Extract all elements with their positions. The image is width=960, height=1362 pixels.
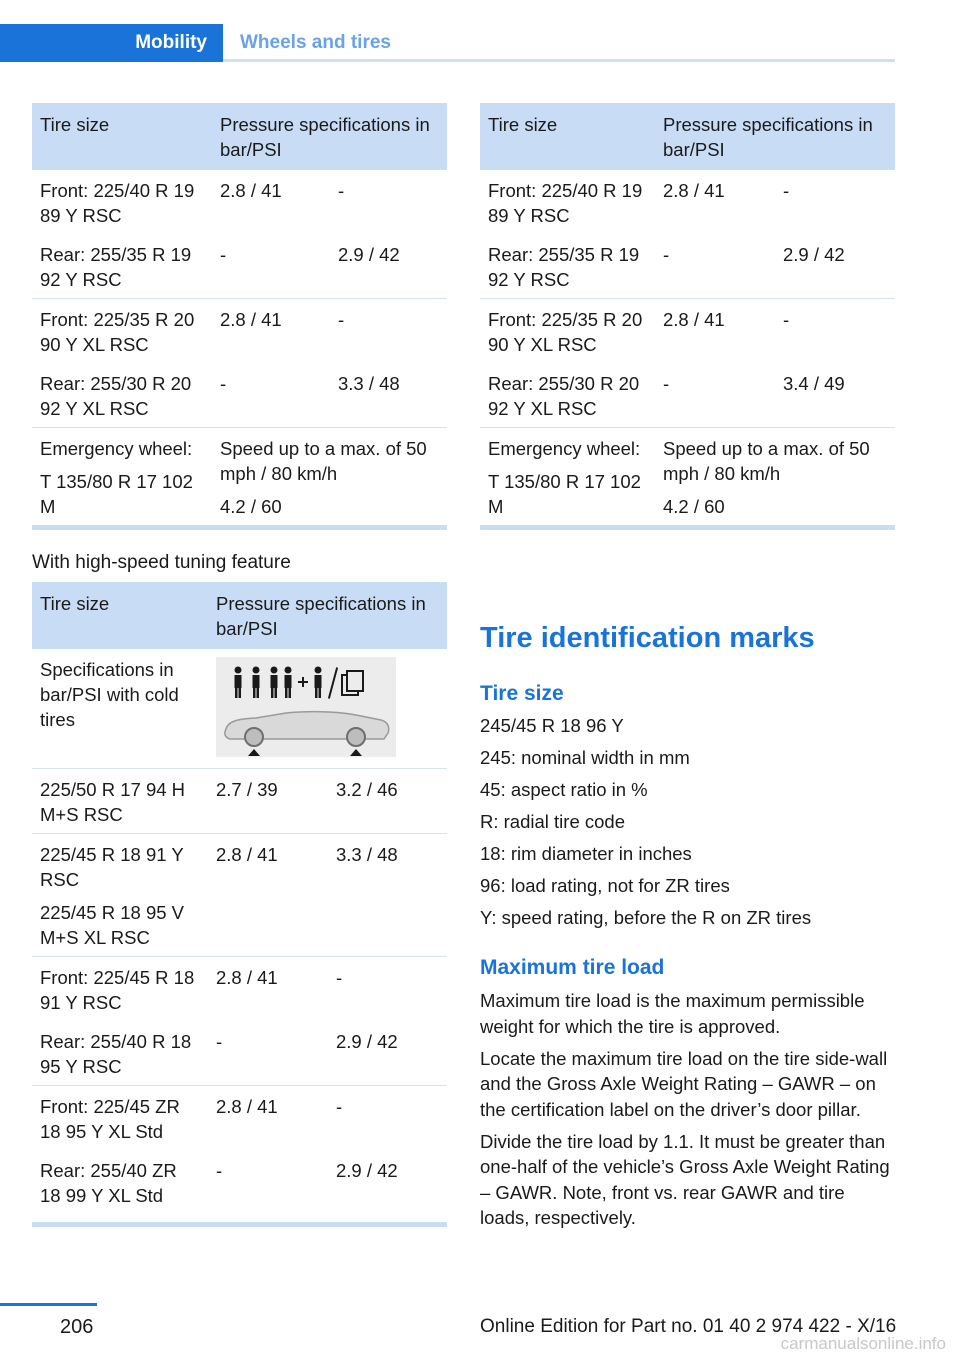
table-row bbox=[480, 234, 895, 299]
table-row bbox=[32, 170, 447, 234]
table-row bbox=[32, 769, 447, 834]
max-load-text bbox=[480, 988, 898, 1237]
pressure-cell: - bbox=[208, 1021, 328, 1086]
emergency-pressure: 4.2 / 60 bbox=[663, 496, 725, 517]
table-row bbox=[480, 170, 895, 234]
tab-wheels-and-tires[interactable]: Wheels and tires bbox=[240, 32, 391, 53]
table-row bbox=[480, 363, 895, 428]
tire-size-cell: Front: 225/40 R 19 89 Y RSC bbox=[488, 180, 643, 226]
pressure-cell: 2.9 / 42 bbox=[336, 1160, 398, 1181]
tire-size-cell: Rear: 255/35 R 19 92 Y RSC bbox=[480, 234, 655, 299]
pressure-cell: - bbox=[216, 1160, 223, 1181]
tire-size-cell: Rear: 255/35 R 19 92 Y RSC bbox=[32, 234, 212, 299]
tire-size-line: Y: speed rating, before the R on ZR tires bbox=[480, 907, 812, 928]
page-number: 206 bbox=[60, 1316, 94, 1338]
pressure-cell: 2.8 / 41 bbox=[216, 967, 278, 988]
pressure-cell: 2.8 / 41 bbox=[216, 1096, 278, 1117]
tire-size-cell: Rear: 255/40 R 18 95 Y RSC bbox=[32, 1021, 208, 1086]
footer-accent-line bbox=[0, 1303, 97, 1306]
table-bottom-bar bbox=[480, 525, 895, 530]
cold-tires-label: Specifications in bar/PSI with cold tires bbox=[32, 649, 208, 769]
table-bottom-bar bbox=[32, 525, 447, 530]
tire-size-line: R: radial tire code bbox=[480, 811, 625, 832]
emergency-spec-cell bbox=[655, 428, 895, 526]
vehicle-load-pictogram-icon bbox=[216, 657, 396, 757]
pressure-cell: - bbox=[212, 234, 330, 299]
tire-size-line: 96: load rating, not for ZR tires bbox=[480, 875, 730, 896]
header-divider bbox=[223, 59, 895, 62]
watermark: carmanualsonline.info bbox=[780, 1334, 946, 1353]
max-load-heading: Maximum tire load bbox=[480, 956, 665, 979]
pressure-cell: 3.2 / 46 bbox=[328, 769, 447, 834]
tire-size-cell: 225/50 R 17 94 H M+S RSC bbox=[32, 769, 208, 834]
emergency-label: Emergency wheel: bbox=[488, 438, 641, 459]
edition-text: Online Edition for Part no. 01 40 2 974 422 - X/16 bbox=[480, 1316, 897, 1337]
pressure-cell: - bbox=[783, 180, 790, 201]
pressure-cell: 3.4 / 49 bbox=[775, 363, 895, 428]
pressure-cell: 2.7 / 39 bbox=[208, 769, 328, 834]
pressure-table-high-speed bbox=[32, 582, 447, 1227]
table-row-load-pictogram bbox=[32, 649, 447, 769]
header-pressure: Pressure specifications in bar/PSI bbox=[655, 103, 895, 170]
max-load-paragraph: Locate the maximum tire load on the tire side‐wall and the Gross Axle Weight Rating – GAWR – on the certification label on the driver’s door pillar. bbox=[480, 1047, 888, 1120]
pressure-cell: - bbox=[655, 363, 775, 428]
tire-size-line: 225/45 R 18 95 V M+S XL RSC bbox=[40, 902, 184, 948]
emergency-speed: Speed up to a max. of 50 mph / 80 km/h bbox=[220, 438, 427, 484]
pressure-cell: 2.8 / 41 bbox=[663, 309, 725, 330]
pressure-cell: 2.8 / 41 bbox=[208, 834, 328, 957]
table-row bbox=[32, 1021, 447, 1086]
high-speed-caption: With high-speed tuning feature bbox=[32, 552, 291, 573]
header-pressure: Pressure specifications in bar/PSI bbox=[208, 582, 447, 649]
table-row bbox=[32, 1150, 447, 1214]
tire-size-cell: Front: 225/40 R 19 89 Y RSC bbox=[40, 180, 195, 226]
tire-size-line: 245/45 R 18 96 Y bbox=[480, 715, 624, 736]
emergency-size: T 135/80 R 17 102 M bbox=[488, 471, 641, 517]
pressure-cell: - bbox=[212, 363, 330, 428]
pressure-cell: - bbox=[655, 234, 775, 299]
tire-size-cell: Front: 225/35 R 20 90 Y XL RSC bbox=[40, 309, 195, 355]
tire-size-cell bbox=[32, 834, 208, 957]
table-row-emergency bbox=[32, 428, 447, 526]
page-header bbox=[0, 0, 895, 62]
table-row bbox=[32, 363, 447, 428]
max-load-paragraph: Divide the tire load by 1.1. It must be greater than one-half of the vehicle’s Gross Axle Weight Rating – GAWR. Note, front vs. rear GAWR and tire loads, respectively. bbox=[480, 1130, 890, 1228]
header-tire-size: Tire size bbox=[32, 582, 208, 649]
pressure-cell: 2.9 / 42 bbox=[330, 234, 447, 299]
emergency-pressure: 4.2 / 60 bbox=[220, 496, 282, 517]
emergency-cell bbox=[480, 428, 655, 526]
pressure-cell: 2.9 / 42 bbox=[328, 1021, 447, 1086]
emergency-speed: Speed up to a max. of 50 mph / 80 km/h bbox=[663, 438, 870, 484]
tire-size-cell: Rear: 255/30 R 20 92 Y XL RSC bbox=[480, 363, 655, 428]
tire-size-line: 225/45 R 18 91 Y RSC bbox=[40, 844, 184, 890]
tire-size-cell: Front: 225/35 R 20 90 Y XL RSC bbox=[488, 309, 643, 355]
table-row bbox=[32, 299, 447, 364]
tire-size-line: 245: nominal width in mm bbox=[480, 747, 690, 768]
max-load-paragraph: Maximum tire load is the maximum permissible weight for which the tire is approved. bbox=[480, 990, 865, 1037]
pressure-cell: - bbox=[783, 309, 790, 330]
pressure-cell: 3.3 / 48 bbox=[330, 363, 447, 428]
pressure-table-right bbox=[480, 103, 895, 530]
header-tire-size: Tire size bbox=[480, 103, 655, 170]
tire-size-heading: Tire size bbox=[480, 682, 564, 705]
pressure-cell: 2.9 / 42 bbox=[775, 234, 895, 299]
emergency-size: T 135/80 R 17 102 M bbox=[40, 471, 193, 517]
table-row-emergency bbox=[480, 428, 895, 526]
pressure-table-standard bbox=[32, 103, 447, 530]
emergency-spec-cell bbox=[212, 428, 447, 526]
table-row bbox=[480, 299, 895, 364]
emergency-cell bbox=[32, 428, 212, 526]
pressure-cell: - bbox=[336, 967, 343, 988]
tire-size-cell: Rear: 255/40 ZR 18 99 Y XL Std bbox=[40, 1160, 177, 1206]
pressure-cell: 3.3 / 48 bbox=[328, 834, 447, 957]
table-row bbox=[32, 234, 447, 299]
tire-size-cell: Front: 225/45 R 18 91 Y RSC bbox=[40, 967, 195, 1013]
pressure-cell: 2.8 / 41 bbox=[663, 180, 725, 201]
table-row bbox=[32, 834, 447, 957]
tire-size-cell: Front: 225/45 ZR 18 95 Y XL Std bbox=[40, 1096, 180, 1142]
pressure-cell: - bbox=[336, 1096, 343, 1117]
pressure-cell: 2.8 / 41 bbox=[220, 309, 282, 330]
header-tire-size: Tire size bbox=[32, 103, 212, 170]
table-row bbox=[32, 957, 447, 1022]
section-title: Tire identification marks bbox=[480, 622, 815, 654]
header-pressure: Pressure specifications in bar/PSI bbox=[212, 103, 447, 170]
tire-size-explanation bbox=[480, 713, 898, 937]
tire-size-line: 18: rim diameter in inches bbox=[480, 843, 692, 864]
tire-size-cell: Rear: 255/30 R 20 92 Y XL RSC bbox=[32, 363, 212, 428]
pressure-cell: 2.8 / 41 bbox=[220, 180, 282, 201]
emergency-label: Emergency wheel: bbox=[40, 438, 193, 459]
tire-size-line: 45: aspect ratio in % bbox=[480, 779, 648, 800]
load-pictogram-cell bbox=[208, 649, 447, 769]
pressure-cell: - bbox=[338, 180, 345, 201]
pressure-cell: - bbox=[338, 309, 345, 330]
table-row bbox=[32, 1086, 447, 1151]
tab-mobility[interactable]: Mobility bbox=[0, 24, 223, 62]
table-bottom-bar bbox=[32, 1222, 447, 1227]
